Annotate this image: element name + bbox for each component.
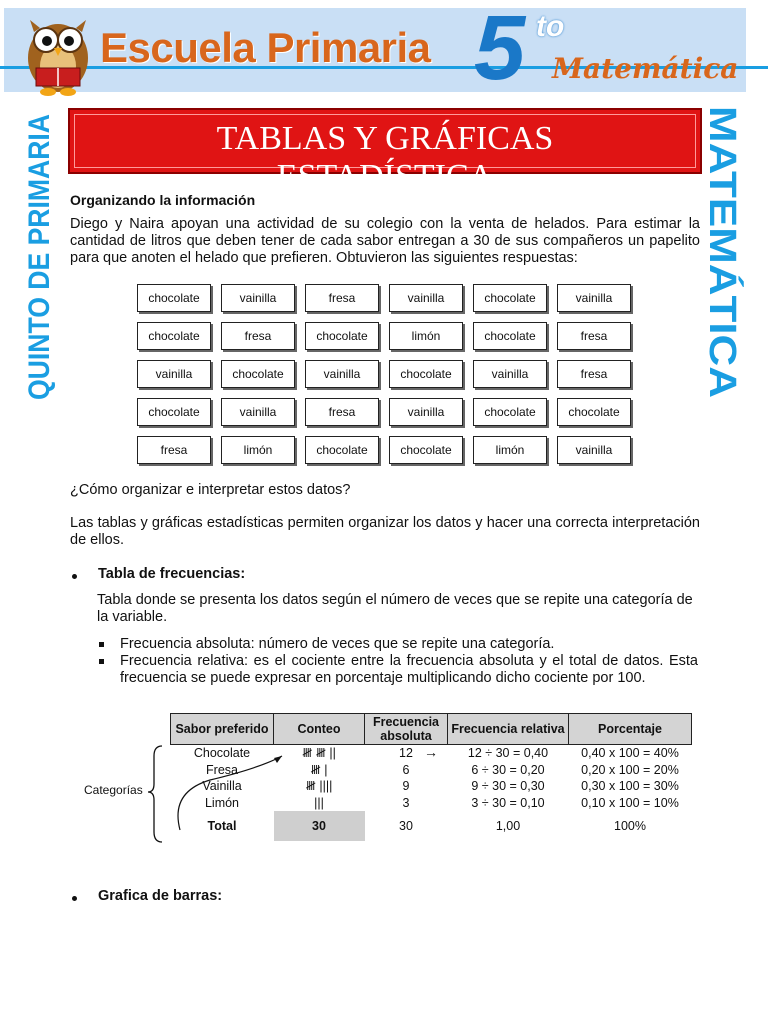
header-pct: Porcentaje [569,714,692,745]
cell-conteo: 𝍸 |||| [305,779,333,793]
owl-mascot-icon [18,6,98,98]
bullet-title-table: Tabla de frecuencias: [98,566,246,582]
response-cell: chocolate [221,360,295,388]
header-sabor: Sabor preferido [171,714,274,745]
total-pct: 100% [614,818,646,833]
total-conteo: 30 [274,811,365,841]
arrow-icon: → [424,744,438,760]
response-cell: chocolate [389,360,463,388]
response-cell: chocolate [137,284,211,312]
response-cell: chocolate [473,284,547,312]
cell-sabor: Chocolate [193,746,251,760]
school-name: Escuela Primaria [100,24,431,71]
response-cell: chocolate [557,398,631,426]
categories-label: Categorías [84,783,143,797]
response-cell: fresa [221,322,295,350]
cell-sabor: Limón [204,795,240,810]
response-cell: chocolate [305,322,379,350]
response-cell: chocolate [137,398,211,426]
response-cell: vainilla [221,398,295,426]
response-cell: limón [473,436,547,464]
page-title: TABLAS Y GRÁFICAS [216,120,554,157]
response-cell: limón [221,436,295,464]
response-cell: chocolate [137,322,211,350]
response-cell: fresa [137,436,211,464]
grade-number: 5 [474,0,526,99]
response-cell: vainilla [557,284,631,312]
response-cell: fresa [305,398,379,426]
cell-pct: 0,40 x 100 = 40% [581,746,679,760]
grade-suffix: to [536,10,565,43]
item-absolute: Frecuencia absoluta: número de veces que se repite una categoría. [120,636,555,652]
answer-paragraph: Las tablas y gráficas estadísticas permiten organizar los datos y hacer una correcta interpretación de ellos. [70,515,700,548]
total-abs: 30 [399,818,413,833]
cell-conteo: 𝍸 𝍸 || [302,746,336,760]
response-cell: limón [389,322,463,350]
response-cell: chocolate [473,322,547,350]
side-label-right [700,104,746,404]
response-cell: vainilla [557,436,631,464]
cell-conteo: ||| [314,795,324,810]
square-bullet [99,659,104,664]
cell-abs: 6 [402,762,410,777]
cell-abs: 12 [399,746,413,760]
response-cell: vainilla [137,360,211,388]
cell-pct: 0,20 x 100 = 20% [581,762,679,777]
bullet-dot [72,574,77,579]
response-cell: vainilla [473,360,547,388]
side-label-right-text: MATEMÁTICA [701,106,743,359]
response-cell: vainilla [305,360,379,388]
subject-name: Matemática [552,52,739,85]
total-row [171,811,692,841]
frequency-table [170,713,692,841]
cell-rel: 9 ÷ 30 = 0,30 [471,779,545,793]
cell-pct: 0,30 x 100 = 30% [581,779,679,793]
table-row [171,795,692,812]
intro-paragraph: Diego y Naira apoyan una actividad de su colegio con la venta de helados. Para estimar la cantidad de litros que deben tener de cada sabor entregan a 30 de sus compañeros un papelito para que anoten el helado que prefieren. Obtuvieron las siguientes respuestas: [70,216,700,266]
response-cell: chocolate [305,436,379,464]
cell-sabor: Vainilla [202,779,242,793]
item-relative: Frecuencia relativa: es el cociente entre la frecuencia absoluta y el total de datos. Esta frecuencia se puede expresar en porcentaje multiplicando dicho cociente por 100. [120,653,698,686]
bullet-title-bars: Grafica de barras: [98,888,223,904]
response-cell: vainilla [389,284,463,312]
section-heading: Organizando la información [70,192,256,208]
question-text: ¿Cómo organizar e interpretar estos datos? [70,482,351,498]
cell-pct: 0,10 x 100 = 10% [581,795,679,810]
title-banner [68,108,702,195]
page-header [0,0,768,99]
response-cell: chocolate [473,398,547,426]
response-cell: fresa [557,360,631,388]
cell-conteo: 𝍸 | [310,762,328,777]
header-conteo: Conteo [274,714,365,745]
side-label-left [18,77,58,402]
bullet-dot [72,896,77,901]
cell-rel: 12 ÷ 30 = 0,40 [467,746,549,760]
bullet-desc: Tabla donde se presenta los datos según el número de veces que se repite una categoría de la variable. [97,592,693,625]
square-bullet [99,642,104,647]
header-abs: Frecuencia absoluta [365,714,448,745]
total-rel: 1,00 [495,818,521,833]
response-cell: fresa [305,284,379,312]
table-row [171,778,692,795]
response-cell: chocolate [389,436,463,464]
response-cell: fresa [557,322,631,350]
side-label-left-text: QUINTO DE PRIMARIA [23,77,56,400]
response-cell: vainilla [389,398,463,426]
total-label: Total [207,818,237,833]
cell-rel: 3 ÷ 30 = 0,10 [471,795,545,810]
cell-sabor: Fresa [206,762,238,777]
cell-abs: 9 [402,779,410,793]
table-row [171,762,692,779]
page-title-line2: ESTADÍSTICA [276,158,494,195]
cell-abs: 3 [402,795,410,810]
response-cell: vainilla [221,284,295,312]
cell-rel: 6 ÷ 30 = 0,20 [471,762,545,777]
header-rel: Frecuencia relativa [448,714,569,745]
